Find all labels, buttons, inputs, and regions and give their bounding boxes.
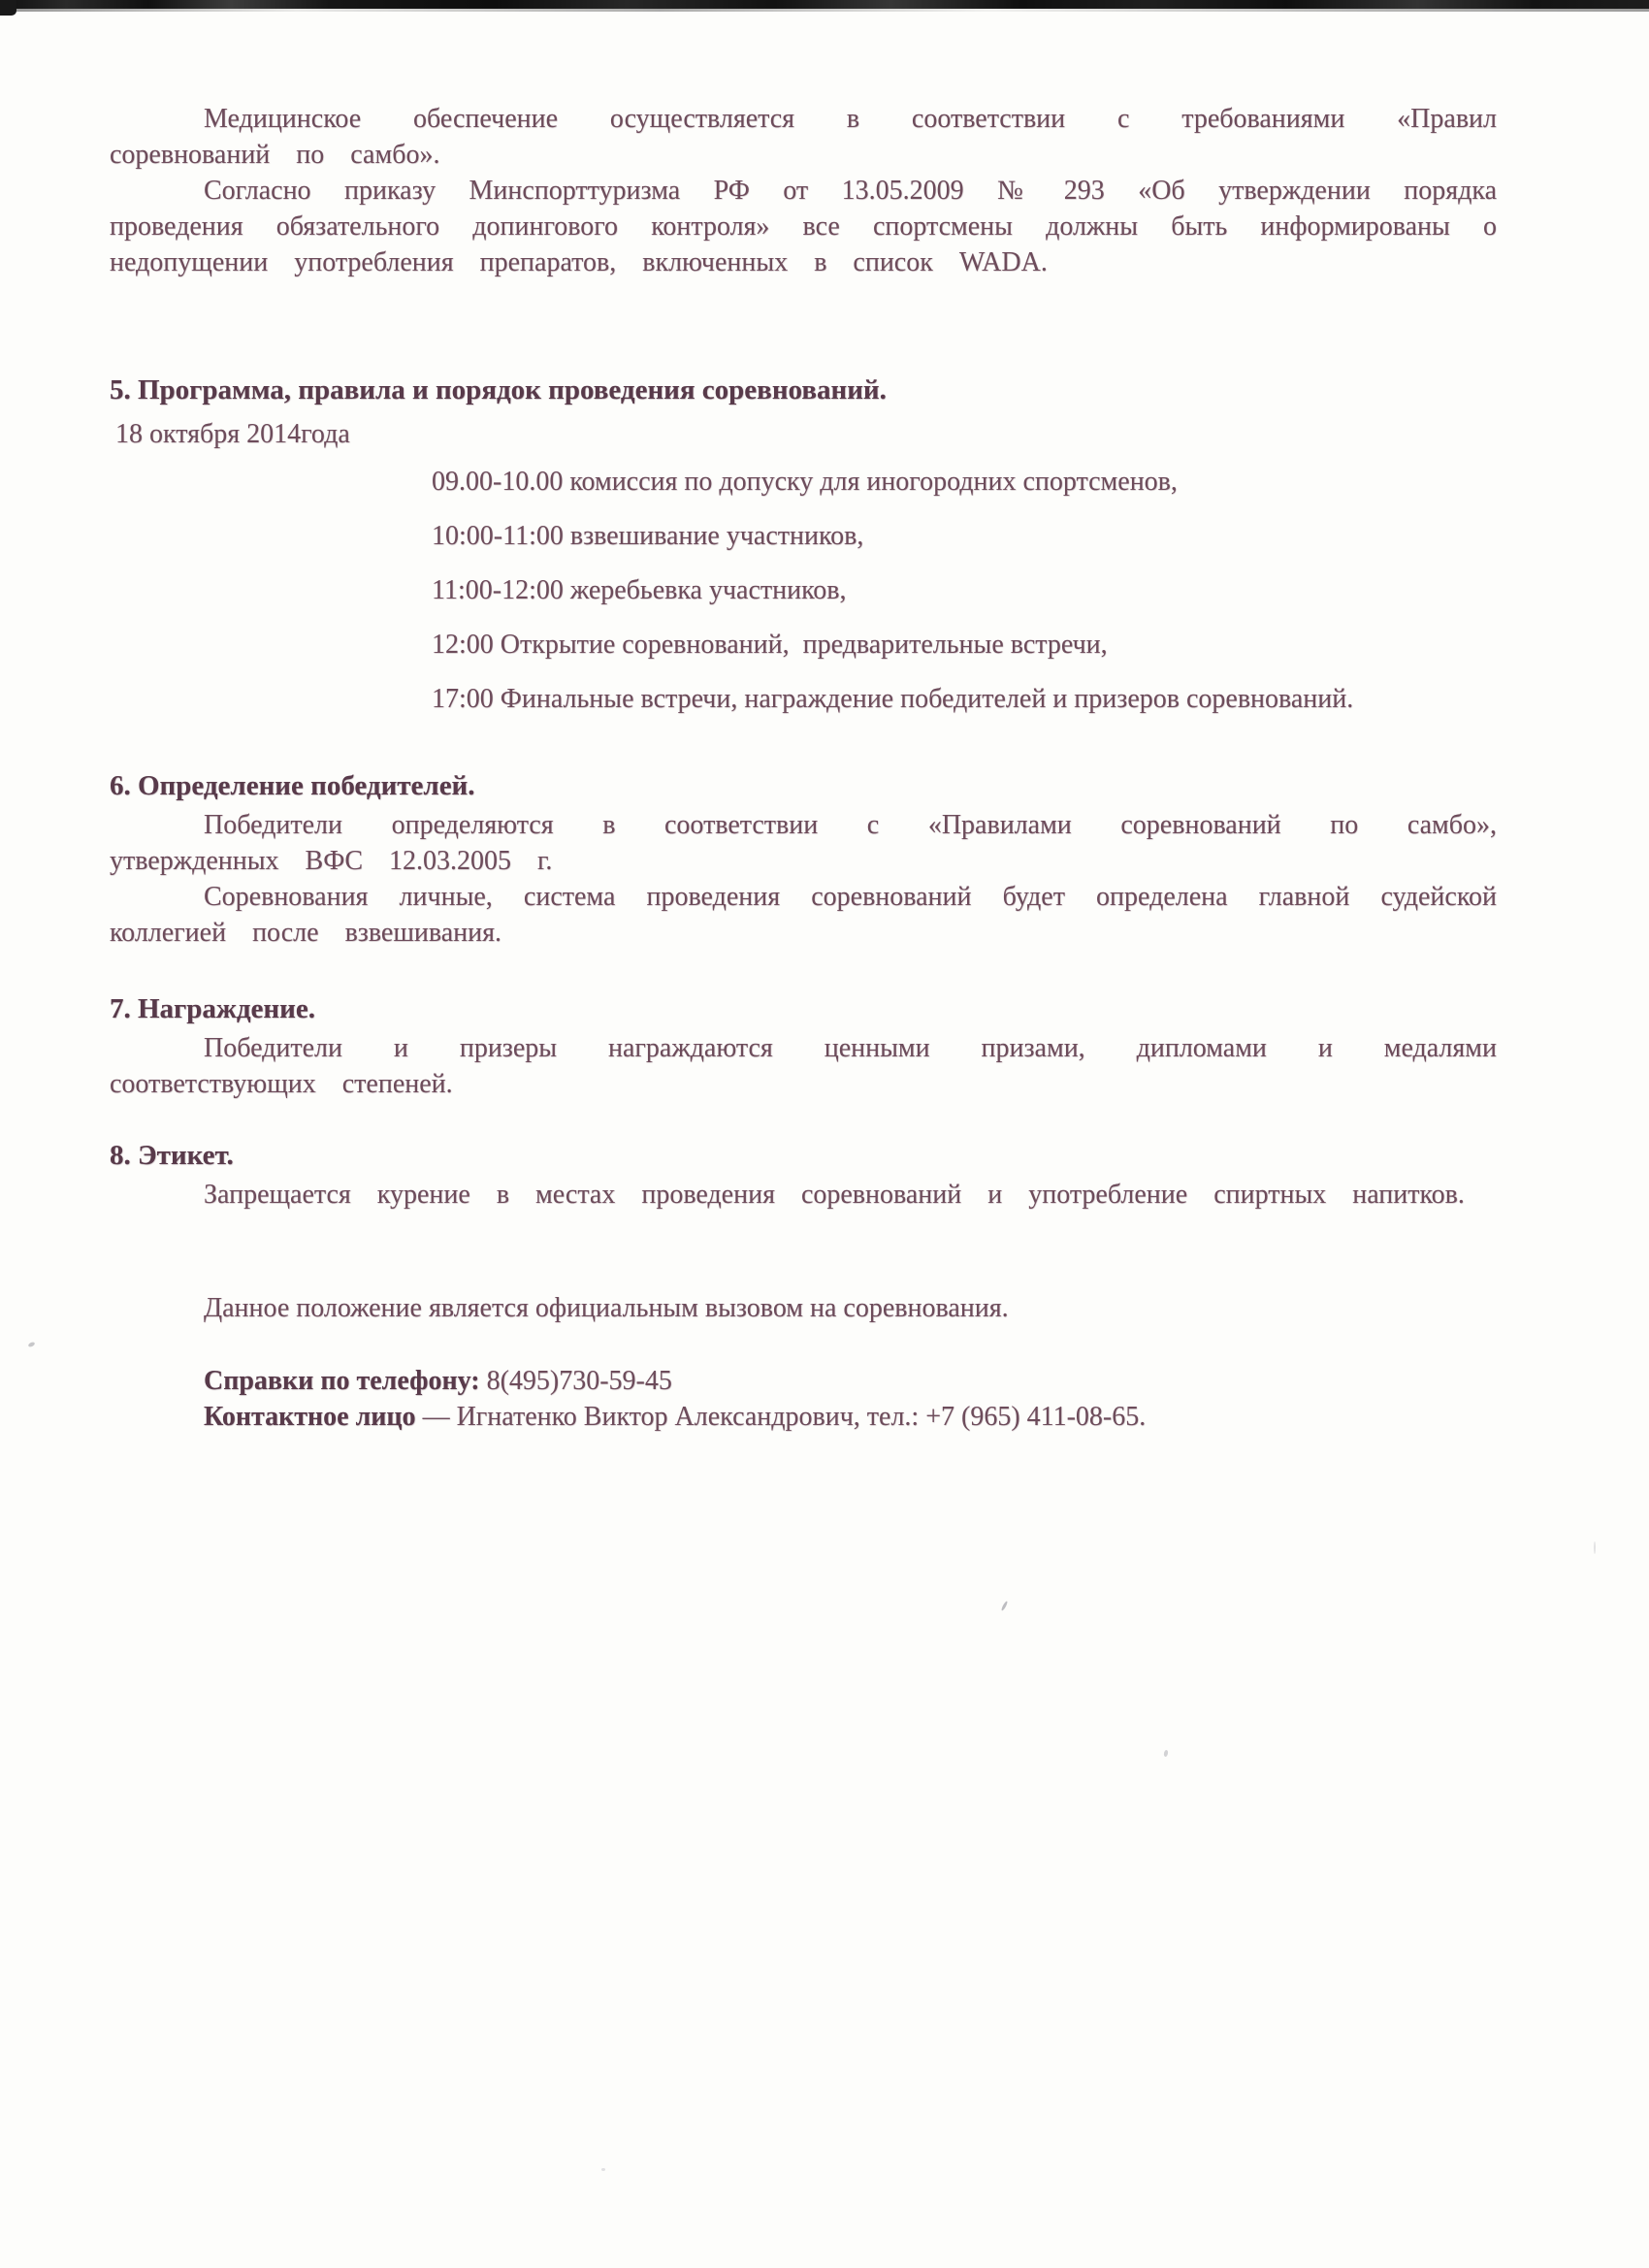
scan-edge-corner-blob — [0, 0, 16, 16]
phone-label: Справки по телефону: — [204, 1366, 480, 1396]
scan-edge-strip — [0, 0, 1649, 9]
scan-dust-speck — [1001, 1601, 1009, 1611]
scan-dust-speck — [1594, 1541, 1596, 1554]
section-6-paragraph-winners: Победители определяются в соответствии с «Правилами соревнований по самбо», утвержденных ВФС 12.03.2005 г. — [110, 810, 1497, 876]
schedule-item-weighin: 10:00-11:00 взвешивание участников, — [432, 521, 864, 551]
section-7-paragraph-awards: Победители и призеры награждаются ценными призами, дипломами и медалями соответствующих степеней. — [110, 1033, 1497, 1099]
contact-value: — Игнатенко Виктор Александрович, тел.: +7 (965) 411-08-65. — [415, 1402, 1147, 1432]
section-8-heading: 8. Этикет. — [110, 1140, 234, 1171]
scan-dust-speck — [27, 1342, 35, 1348]
contact-label: Контактное лицо — [204, 1402, 416, 1432]
schedule-item-opening: 12:00 Открытие соревнований, предварительные встречи, — [432, 630, 1108, 660]
intro-paragraph-doping: Согласно приказу Минспорттуризма РФ от 13.05.2009 № 293 «Об утверждении порядка проведения обязательного допингового контроля» все спортсмены должны быть информированы о недопущении употребления препаратов, включенных в список WADA. — [110, 176, 1497, 277]
scan-dust-speck — [601, 2168, 605, 2171]
section-5-heading: 5. Программа, правила и порядок проведения соревнований. — [110, 374, 887, 405]
section-7-heading: 7. Награждение. — [110, 993, 315, 1024]
schedule-list — [432, 464, 1363, 717]
schedule-item-finals: 17:00 Финальные встречи, награждение победителей и призеров соревнований. — [432, 684, 1354, 714]
document-content — [110, 101, 1497, 1435]
scan-dust-speck — [1163, 1750, 1168, 1758]
section-5-date: 18 октября 2014года — [115, 419, 350, 449]
section-8-paragraph-etiquette: Запрещается курение в местах проведения соревнований и употребление спиртных напитков. — [204, 1180, 1465, 1210]
closing-contact-line — [110, 1399, 1497, 1435]
schedule-item-draw: 11:00-12:00 жеребьевка участников, — [432, 575, 847, 605]
section-6-paragraph-system: Соревнования личные, система проведения соревнований будет определена главной судейской коллегией после взвешивания. — [110, 882, 1497, 948]
intro-paragraph-medical: Медицинское обеспечение осуществляется в соответствии с требованиями «Правил соревнований по самбо». — [110, 104, 1497, 170]
closing-official-invitation: Данное положение является официальным вызовом на соревнования. — [204, 1293, 1009, 1323]
phone-value: 8(495)730-59-45 — [479, 1366, 672, 1396]
schedule-item-admission: 09.00-10.00 комиссия по допуску для иногородних спортсменов, — [432, 467, 1178, 497]
section-6-heading: 6. Определение победителей. — [110, 770, 475, 801]
closing-phone-line — [110, 1363, 1497, 1399]
